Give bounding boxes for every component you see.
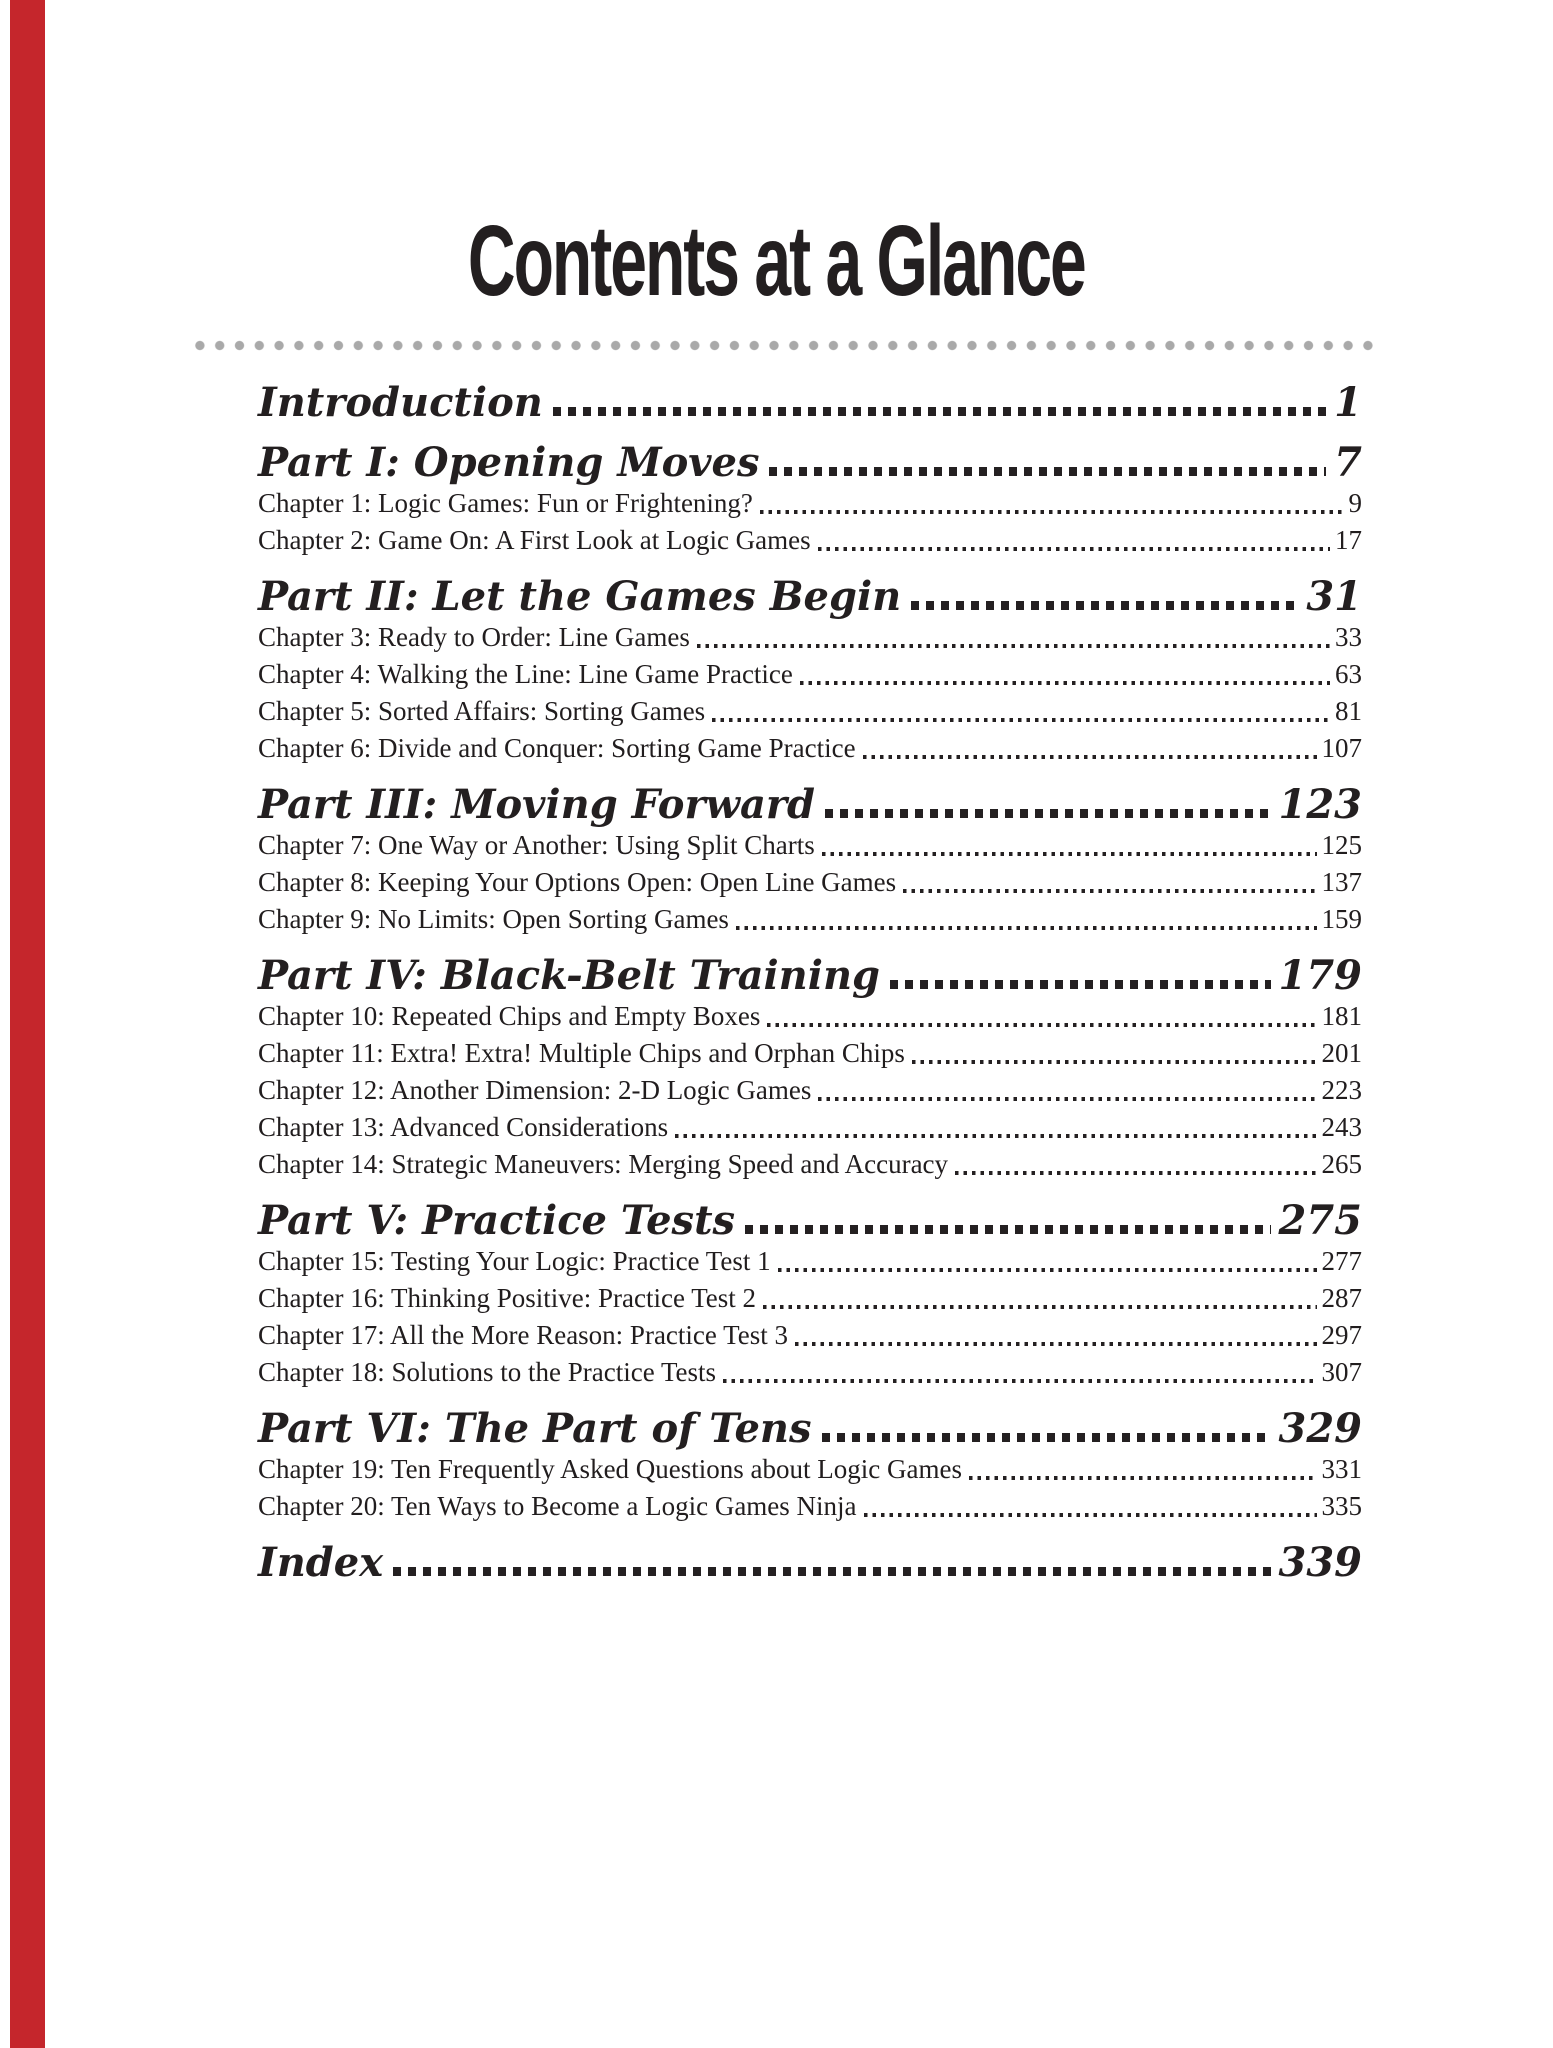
dot-leader [912, 1060, 1317, 1064]
toc-entry-label: Chapter 14: Strategic Maneuvers: Merging Speed and Accuracy [258, 1149, 949, 1179]
toc-entry [258, 1317, 1362, 1354]
toc-entry-label: Chapter 4: Walking the Line: Line Game Practice [258, 659, 793, 689]
toc-entry-label: Chapter 16: Thinking Positive: Practice Test 2 [258, 1283, 757, 1313]
toc-entry-page-number: 33 [1335, 622, 1362, 652]
toc-entry-page-number: 277 [1321, 1246, 1362, 1276]
toc-entry [258, 730, 1362, 767]
toc-entry [258, 1488, 1362, 1525]
toc-entry-label: Chapter 18: Solutions to the Practice Tests [258, 1357, 717, 1387]
toc-entry-label: Chapter 15: Testing Your Logic: Practice Test 1 [258, 1246, 771, 1276]
toc-entry-label: Chapter 2: Game On: A First Look at Logic Games [258, 525, 811, 555]
toc-entry [258, 575, 1362, 619]
toc-entry-label: Part V: Practice Tests [258, 1197, 736, 1244]
toc-entry [258, 783, 1362, 827]
dot-leader [969, 1476, 1317, 1480]
dot-leader [890, 980, 1270, 989]
toc-entry [258, 864, 1362, 901]
toc-entry [258, 1541, 1362, 1585]
dot-leader [697, 644, 1330, 648]
toc-entry [258, 522, 1362, 559]
toc-entry-label: Chapter 5: Sorted Affairs: Sorting Games [258, 696, 706, 726]
toc-entry-page-number: 339 [1278, 1539, 1362, 1586]
dot-leader [767, 1023, 1316, 1027]
toc-entry-page-number: 1 [1334, 379, 1362, 426]
dot-leader [393, 1567, 1270, 1576]
toc-entry-page-number: 137 [1321, 867, 1362, 897]
toc-entry-label: Chapter 11: Extra! Extra! Multiple Chips and Orphan Chips [258, 1038, 905, 1068]
dot-leader [712, 718, 1330, 722]
toc-entry-label: Part IV: Black-Belt Training [258, 952, 881, 999]
dot-leader [863, 755, 1317, 759]
toc-entry-page-number: 81 [1335, 696, 1362, 726]
toc-entry-label: Index [258, 1539, 384, 1586]
dot-leader [818, 547, 1330, 551]
toc-entry-label: Chapter 3: Ready to Order: Line Games [258, 622, 690, 652]
toc-entry-label: Part III: Moving Forward [258, 781, 815, 828]
toc-entry-label: Part I: Opening Moves [258, 439, 760, 486]
toc-entry [258, 1199, 1362, 1243]
dot-leader [760, 510, 1344, 514]
toc-entry-label: Chapter 17: All the More Reason: Practice Test 3 [258, 1320, 788, 1350]
dot-leader [778, 1268, 1317, 1272]
dot-leader [911, 601, 1298, 610]
toc-entry-page-number: 275 [1278, 1197, 1362, 1244]
toc-entry-label: Chapter 13: Advanced Considerations [258, 1112, 669, 1142]
toc-entry-label: Chapter 12: Another Dimension: 2-D Logic Games [258, 1075, 812, 1105]
toc-entry-page-number: 243 [1321, 1112, 1362, 1142]
toc-entry-page-number: 31 [1306, 573, 1362, 620]
toc-entry-label: Chapter 7: One Way or Another: Using Split Charts [258, 830, 815, 860]
toc-entry-label: Chapter 10: Repeated Chips and Empty Boxes [258, 1001, 761, 1031]
toc-entry-page-number: 63 [1335, 659, 1362, 689]
dot-leader [795, 1342, 1317, 1346]
toc-entry [258, 954, 1362, 998]
dot-leader [864, 1513, 1317, 1517]
dot-leader [736, 926, 1317, 930]
toc-entry [258, 1072, 1362, 1109]
toc-entry [258, 827, 1362, 864]
toc-entry [258, 693, 1362, 730]
dot-leader [723, 1379, 1316, 1383]
toc-entry-page-number: 107 [1321, 733, 1362, 763]
toc-entry-page-number: 159 [1321, 904, 1362, 934]
toc-entry [258, 656, 1362, 693]
toc-entry-page-number: 125 [1321, 830, 1362, 860]
toc-entry-label: Chapter 8: Keeping Your Options Open: Open Line Games [258, 867, 897, 897]
toc-entry-page-number: 335 [1321, 1491, 1362, 1521]
toc-entry-page-number: 7 [1334, 439, 1362, 486]
table-of-contents [258, 381, 1362, 1585]
toc-entry-page-number: 307 [1321, 1357, 1362, 1387]
toc-entry-page-number: 17 [1335, 525, 1362, 555]
toc-entry [258, 1035, 1362, 1072]
toc-entry [258, 1109, 1362, 1146]
toc-entry-page-number: 123 [1278, 781, 1362, 828]
toc-entry-label: Introduction [258, 379, 543, 426]
dot-leader [822, 1433, 1271, 1442]
dot-leader [822, 852, 1317, 856]
dot-leader [818, 1097, 1316, 1101]
toc-entry-page-number: 181 [1321, 1001, 1362, 1031]
toc-entry [258, 901, 1362, 938]
toc-entry-page-number: 287 [1321, 1283, 1362, 1313]
toc-entry [258, 441, 1362, 485]
dot-leader [903, 889, 1316, 893]
toc-entry-label: Chapter 1: Logic Games: Fun or Frightening? [258, 488, 753, 518]
toc-entry-page-number: 265 [1321, 1149, 1362, 1179]
toc-entry-label: Chapter 9: No Limits: Open Sorting Games [258, 904, 729, 934]
toc-entry [258, 485, 1362, 522]
toc-entry-label: Part VI: The Part of Tens [258, 1405, 812, 1452]
dot-leader [800, 681, 1330, 685]
toc-entry [258, 1407, 1362, 1451]
toc-entry [258, 1280, 1362, 1317]
toc-entry [258, 381, 1362, 425]
page-title-text: Contents at a Glance [468, 205, 1085, 317]
dot-leader [769, 467, 1326, 476]
toc-entry-page-number: 201 [1321, 1038, 1362, 1068]
dot-leader [675, 1134, 1316, 1138]
dot-leader [955, 1171, 1316, 1175]
toc-entry-page-number: 223 [1321, 1075, 1362, 1105]
dot-leader [553, 407, 1326, 416]
toc-entry [258, 998, 1362, 1035]
dot-leader [825, 809, 1271, 818]
page-title [0, 205, 1553, 317]
toc-entry-label: Chapter 19: Ten Frequently Asked Questions about Logic Games [258, 1454, 962, 1484]
toc-entry [258, 619, 1362, 656]
dot-leader [745, 1225, 1270, 1234]
toc-entry-page-number: 329 [1278, 1405, 1362, 1452]
toc-entry-label: Part II: Let the Games Begin [258, 573, 902, 620]
dot-leader [763, 1305, 1316, 1309]
toc-entry-page-number: 9 [1348, 488, 1362, 518]
toc-entry-page-number: 297 [1321, 1320, 1362, 1350]
toc-entry [258, 1243, 1362, 1280]
toc-entry [258, 1146, 1362, 1183]
toc-entry-label: Chapter 20: Ten Ways to Become a Logic Games Ninja [258, 1491, 857, 1521]
dotted-separator [190, 340, 1376, 351]
toc-entry-page-number: 331 [1321, 1454, 1362, 1484]
toc-entry [258, 1354, 1362, 1391]
toc-entry-label: Chapter 6: Divide and Conquer: Sorting Game Practice [258, 733, 856, 763]
toc-entry-page-number: 179 [1278, 952, 1362, 999]
toc-entry [258, 1451, 1362, 1488]
